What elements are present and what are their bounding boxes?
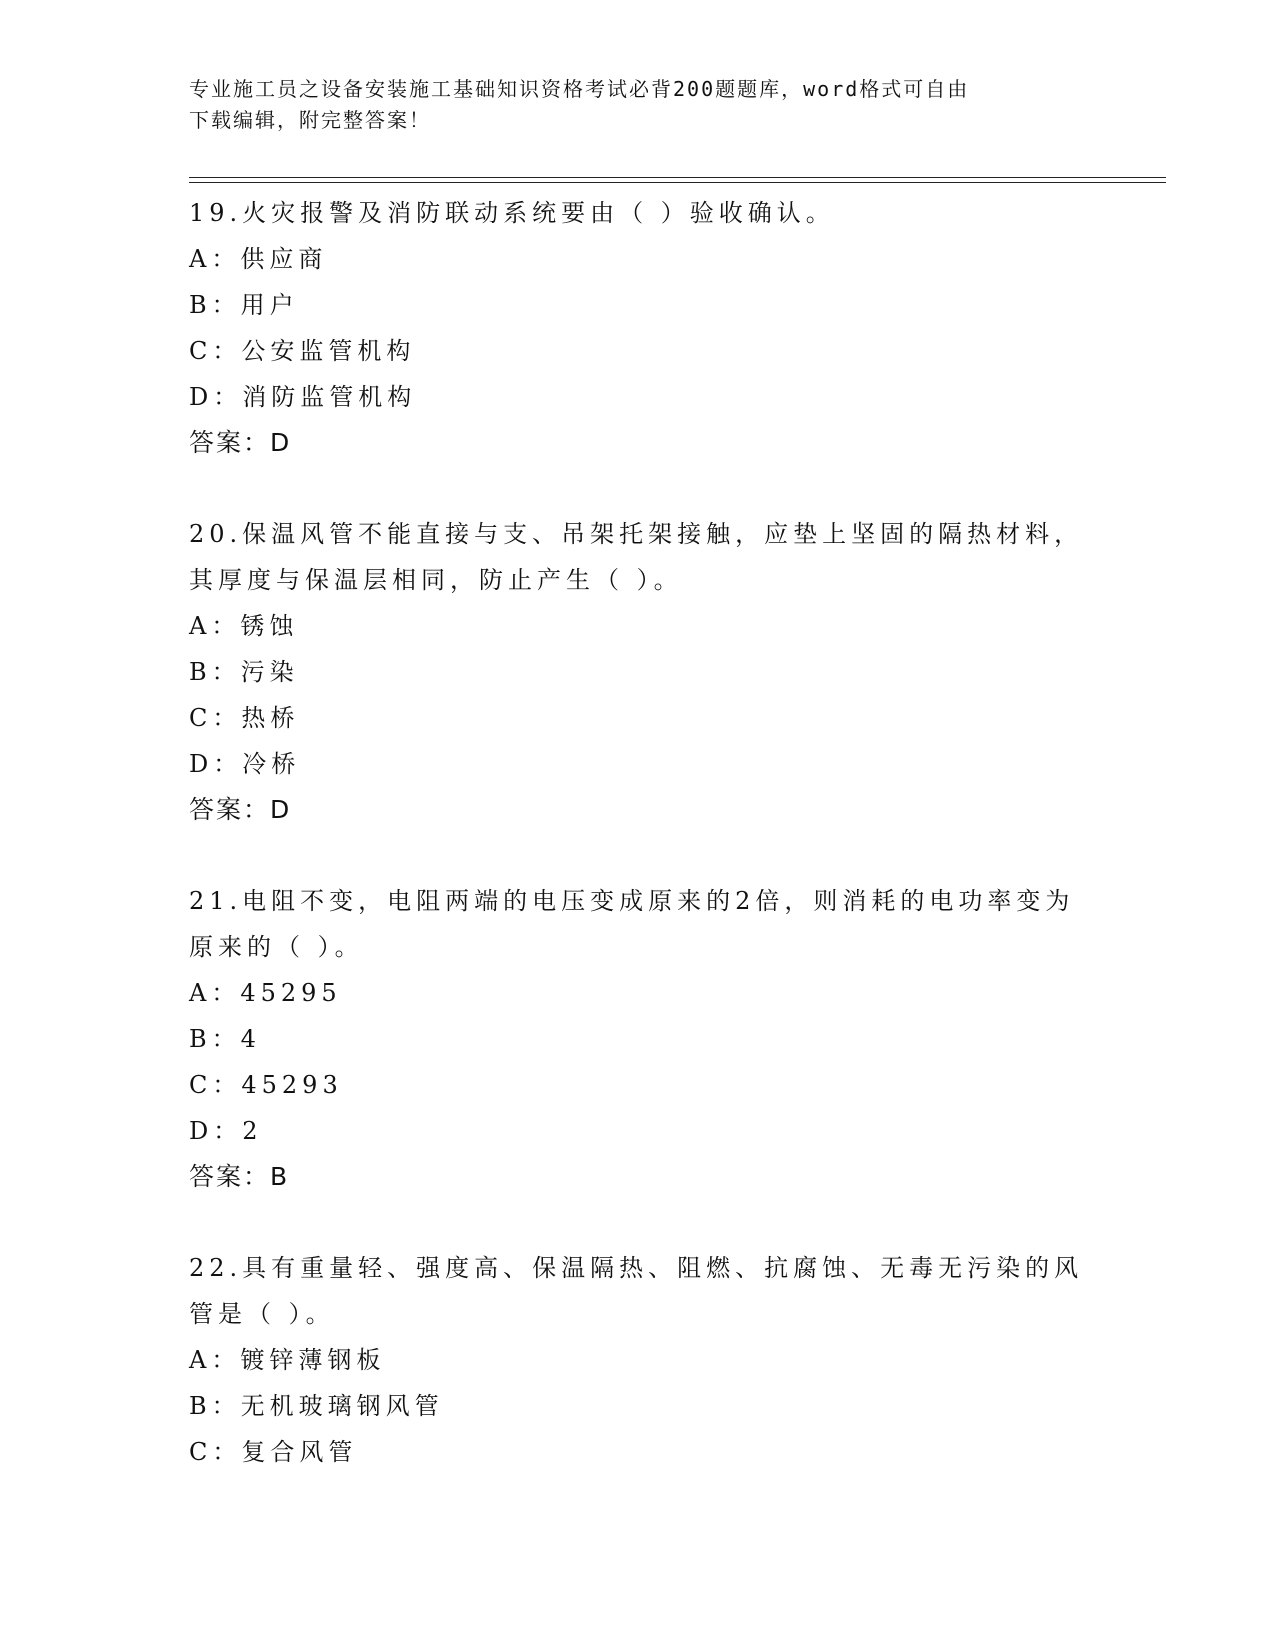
option-b: B：4: [189, 1025, 261, 1053]
option-c: C：公安监管机构: [189, 337, 416, 365]
header-line-1: 专业施工员之设备安装施工基础知识资格考试必背200题题库，word格式可自由: [189, 77, 970, 101]
option-c: C：复合风管: [189, 1438, 358, 1466]
option-b: B：无机玻璃钢风管: [189, 1392, 444, 1420]
option-c: C：热桥: [189, 704, 300, 732]
option-d: D：冷桥: [189, 750, 301, 778]
option-b: B：污染: [189, 658, 299, 686]
answer-line: 答案：B: [189, 1162, 290, 1191]
question-20: [189, 511, 1089, 833]
header-divider-top: [189, 177, 1166, 178]
option-d: D：消防监管机构: [189, 383, 417, 411]
option-a: A：锈蚀: [189, 612, 299, 640]
question-19: [189, 190, 1089, 466]
header-line-2: 下载编辑，附完整答案！: [189, 108, 431, 132]
document-header: [189, 74, 1089, 136]
question-stem-line: 21.电阻不变，电阻两端的电压变成原来的2倍，则消耗的电功率变为: [189, 887, 1075, 915]
answer-line: 答案：D: [189, 428, 292, 457]
header-divider-bottom: [189, 182, 1166, 183]
answer-line: 答案：D: [189, 795, 292, 824]
question-21: [189, 878, 1089, 1200]
option-a: A：45295: [189, 979, 342, 1007]
question-stem-line: 22.具有重量轻、强度高、保温隔热、阻燃、抗腐蚀、无毒无污染的风: [189, 1254, 1084, 1282]
question-stem-line: 原来的（ ）。: [189, 933, 364, 961]
option-a: A：镀锌薄钢板: [189, 1346, 386, 1374]
option-a: A：供应商: [189, 245, 328, 273]
question-stem-line: 其厚度与保温层相同，防止产生（ ）。: [189, 566, 683, 594]
question-stem-line: 19.火灾报警及消防联动系统要由（ ）验收确认。: [189, 199, 835, 227]
option-c: C：45293: [189, 1071, 343, 1099]
question-stem-line: 20.保温风管不能直接与支、吊架托架接触，应垫上坚固的隔热材料，: [189, 520, 1084, 548]
option-d: D：2: [189, 1117, 263, 1145]
question-list: [189, 190, 1089, 1520]
option-b: B：用户: [189, 291, 299, 319]
question-stem-line: 管是（ ）。: [189, 1300, 335, 1328]
question-22: [189, 1245, 1089, 1475]
